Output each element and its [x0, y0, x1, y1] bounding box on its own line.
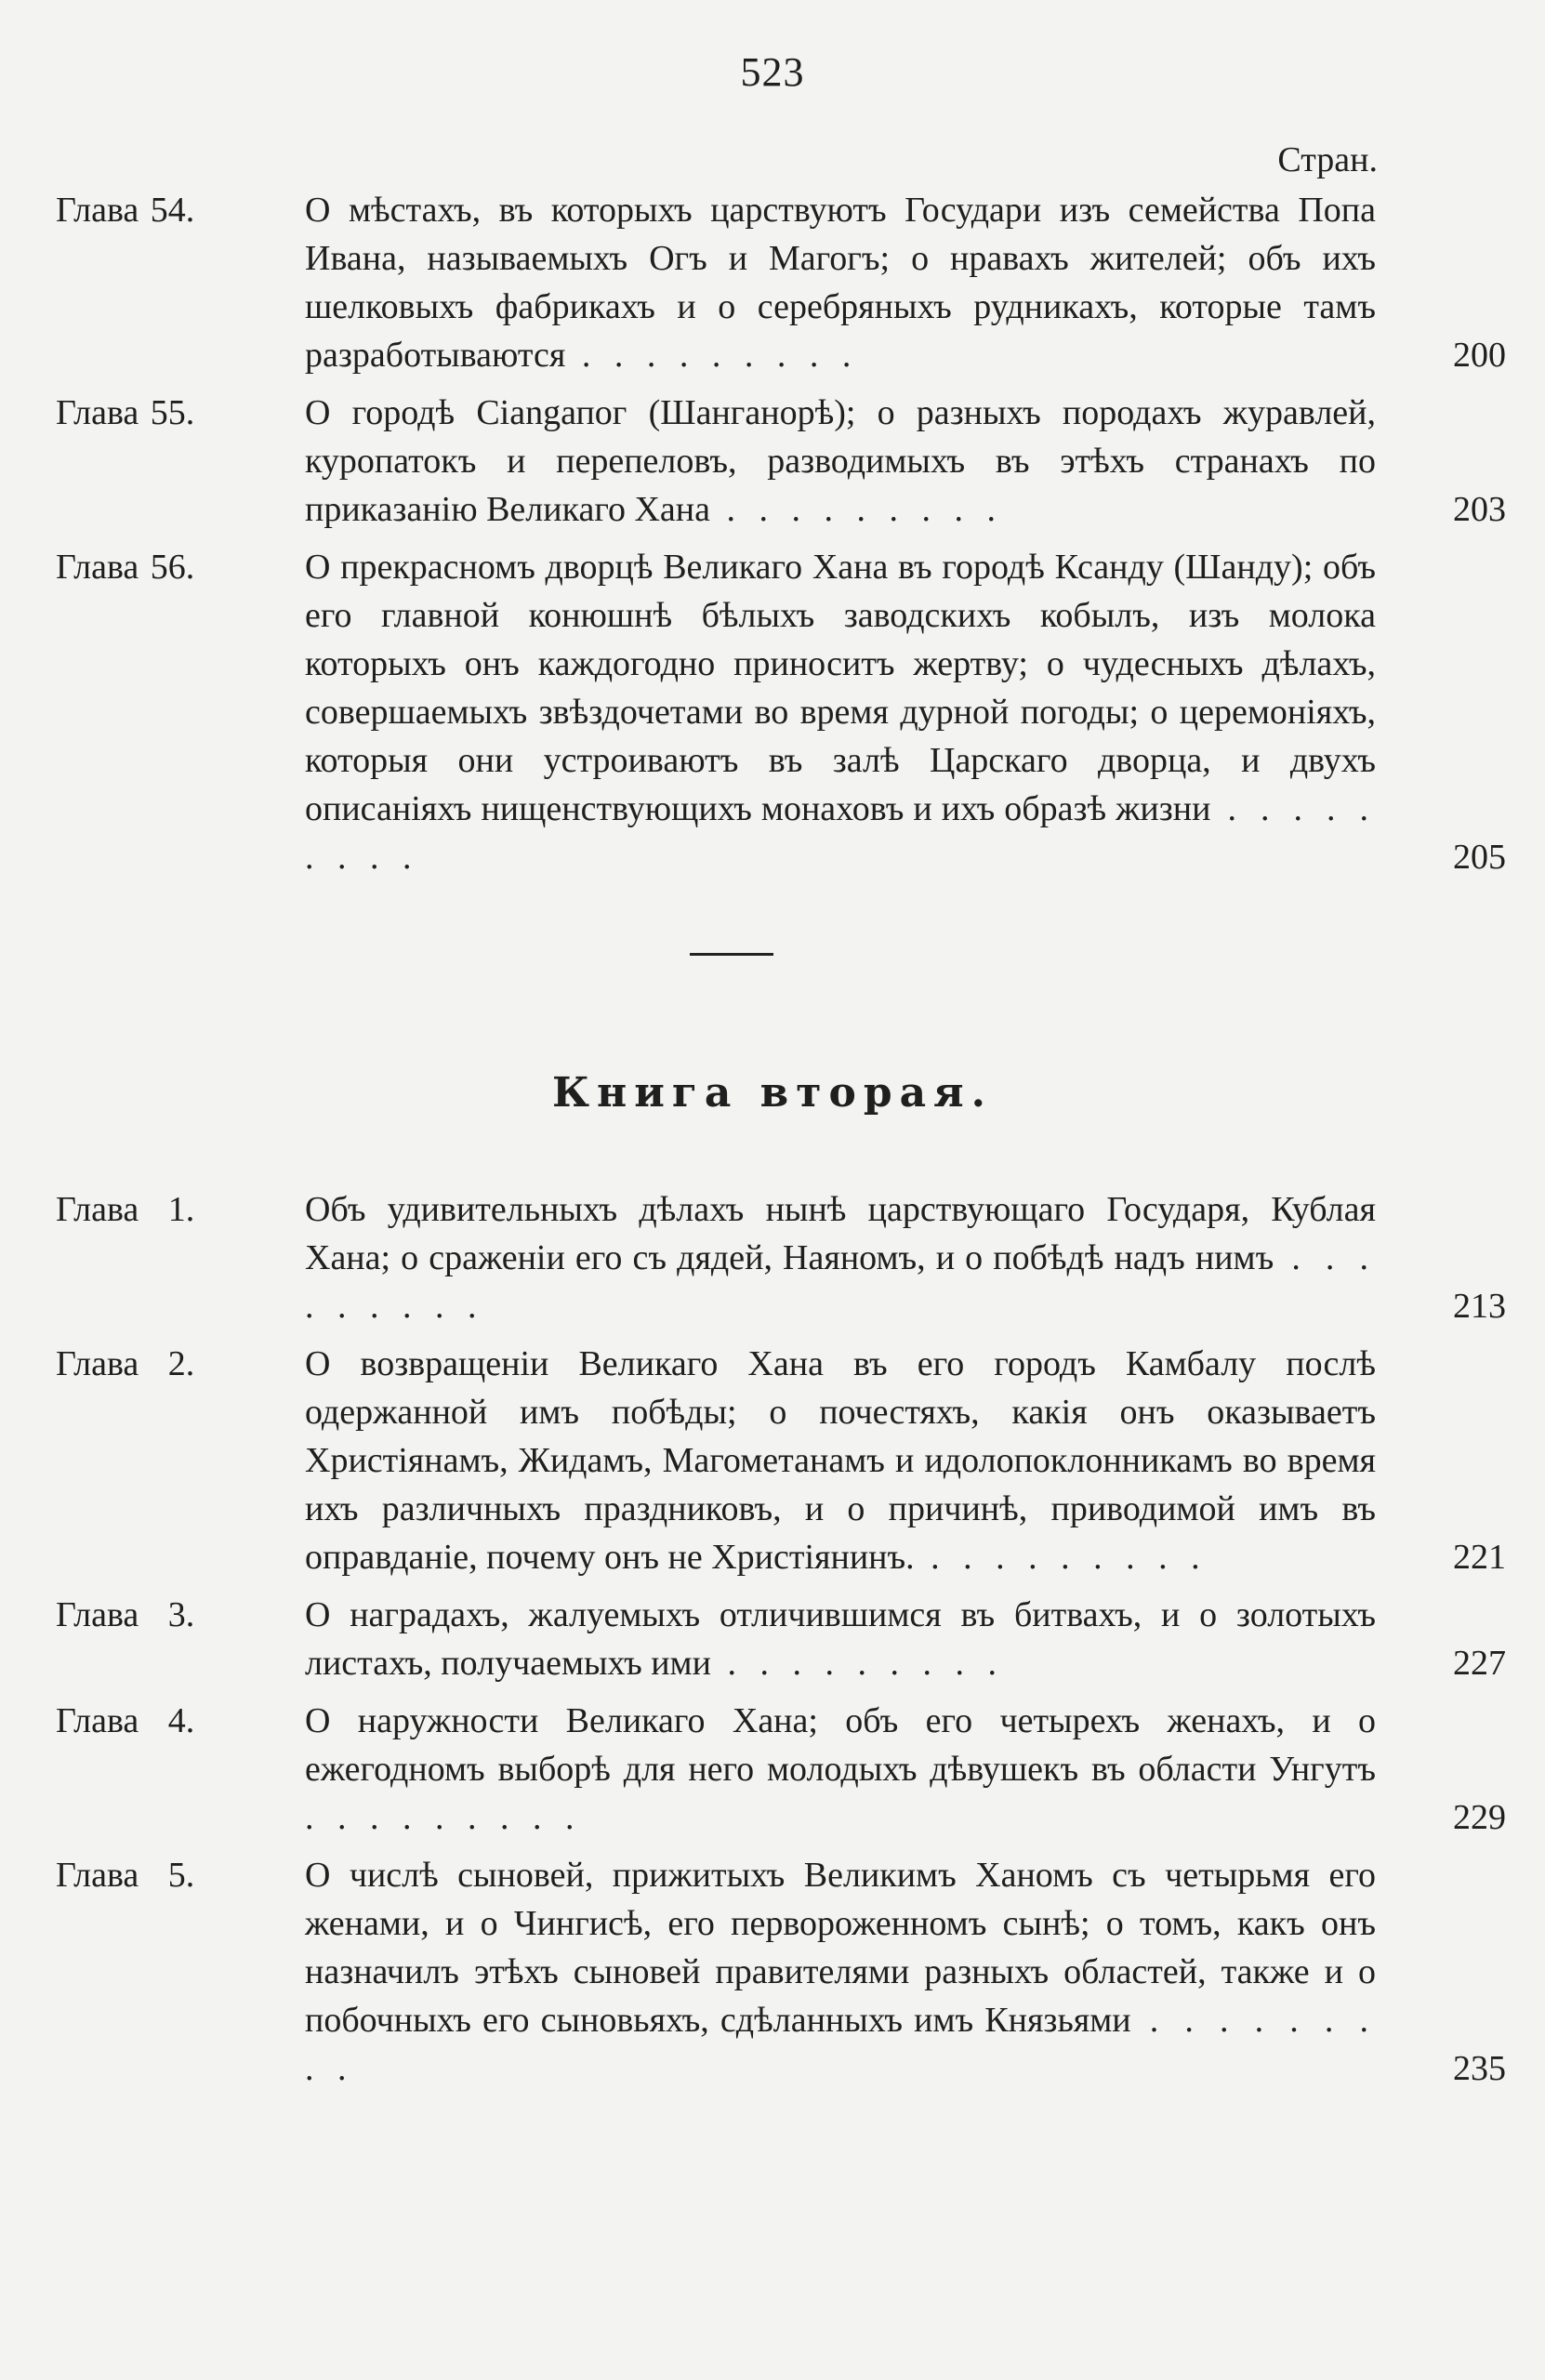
toc-entry: [0, 1185, 1545, 1330]
chapter-word: Глава: [56, 393, 139, 432]
dot-leaders: . . . . . . . . .: [565, 336, 859, 375]
page-reference: 227: [1453, 1644, 1506, 1683]
chapter-text: Объ удивительныхъ дѣлахъ нынѣ царствующаго Государя, Кублая Хана; о сраженіи его съ дядей, Наяномъ, и о побѣдѣ надъ нимъ: [305, 1190, 1376, 1277]
section-divider: [690, 953, 773, 956]
toc-entry: [0, 1697, 1545, 1842]
chapter-label: [56, 1697, 279, 1745]
chapter-number: 55.: [150, 393, 195, 432]
chapter-label: [56, 1340, 279, 1388]
chapter-word: Глава: [56, 1344, 139, 1383]
chapter-number: 56.: [150, 548, 195, 587]
chapter-description: [305, 1851, 1506, 2093]
page-reference: 235: [1453, 2049, 1506, 2088]
dot-leaders: . . . . . . . . .: [305, 2001, 1376, 2088]
chapter-text: О возвращеніи Великаго Хана въ его городъ Камбалу послѣ одержанной имъ побѣды; о почестяхъ, какія онъ оказываетъ Христіянамъ, Жидамъ, Магометанамъ и идолопоклонникамъ во время ихъ различныхъ праздниковъ, и о причинѣ, приводимой имъ въ оправданіе, почему онъ не Христіянинъ.: [305, 1344, 1376, 1577]
dot-leaders: . . . . . . . . .: [305, 1238, 1376, 1326]
chapter-description: [305, 1591, 1506, 1687]
page-reference: 200: [1453, 336, 1506, 375]
page-number: 523: [740, 49, 805, 95]
chapter-number: 2.: [167, 1344, 195, 1383]
chapter-word: Глава: [56, 1595, 139, 1634]
toc-section-book-one: [0, 186, 1545, 891]
chapter-description: [305, 1697, 1506, 1842]
toc-entry: [0, 186, 1545, 379]
dot-leaders: . . . . . . . . .: [305, 789, 1376, 877]
toc-entry: [0, 543, 1545, 881]
chapter-text: О числѣ сыновей, прижитыхъ Великимъ Ханомъ съ четырьмя его женами, и о Чингисѣ, его первороженномъ сынѣ; о томъ, какъ онъ назначилъ этѣхъ сыновей правителями разныхъ областей, также и о побочныхъ его сыновьяхъ, сдѣланныхъ имъ Князьями: [305, 1856, 1376, 2040]
page-column-header: Стран.: [1277, 140, 1378, 179]
chapter-description: [305, 1185, 1506, 1330]
page-reference: 205: [1453, 838, 1506, 877]
page-reference: 203: [1453, 490, 1506, 529]
chapter-number: 1.: [167, 1190, 195, 1229]
chapter-text: О мѣстахъ, въ которыхъ царствуютъ Государи изъ семейства Попа Ивана, называемыхъ Огъ и Магогъ; о нравахъ жителей; объ ихъ шелковыхъ фабрикахъ и о серебряныхъ рудникахъ, которые тамъ разработываются: [305, 191, 1376, 375]
page-reference: 213: [1453, 1287, 1506, 1326]
chapter-word: Глава: [56, 191, 139, 230]
chapter-word: Глава: [56, 548, 139, 587]
chapter-number: 4.: [167, 1701, 195, 1740]
dot-leaders: . . . . . . . . .: [914, 1538, 1208, 1577]
chapter-label: [56, 1185, 279, 1234]
chapter-word: Глава: [56, 1190, 139, 1229]
page-reference: 221: [1453, 1538, 1506, 1577]
chapter-text: О наградахъ, жалуемыхъ отличившимся въ битвахъ, и о золотыхъ листахъ, получаемыхъ ими: [305, 1595, 1376, 1683]
chapter-text: О городѣ Сіangапог (Шанганорѣ); о разныхъ породахъ журавлей, куропатокъ и перепеловъ, разводимыхъ въ этѣхъ странахъ по приказанію Великаго Хана: [305, 393, 1376, 529]
dot-leaders: . . . . . . . . .: [305, 1798, 582, 1837]
book-title: Книга вторая.: [552, 1069, 993, 1117]
toc-section-book-two: [0, 1185, 1545, 2102]
chapter-label: [56, 1591, 279, 1639]
page-reference: 229: [1453, 1798, 1506, 1837]
chapter-label: [56, 186, 279, 234]
toc-entry: [0, 389, 1545, 534]
toc-entry: [0, 1591, 1545, 1687]
chapter-number: 3.: [167, 1595, 195, 1634]
chapter-text: О наружности Великаго Хана; объ его четырехъ женахъ, и о ежегодномъ выборѣ для него молодыхъ дѣвушекъ въ области Унгутъ: [305, 1701, 1376, 1789]
chapter-text: О прекрасномъ дворцѣ Великаго Хана въ городѣ Ксанду (Шанду); объ его главной конюшнѣ бѣлыхъ заводскихъ кобылъ, изъ молока которыхъ онъ каждогодно приноситъ жертву; о чудесныхъ дѣлахъ, совершаемыхъ звѣздочетами во время дурной погоды; о церемоніяхъ, которыя они устроиваютъ въ залѣ Царскаго дворца, и двухъ описаніяхъ нищенствующихъ монаховъ и ихъ образѣ жизни: [305, 548, 1376, 828]
chapter-number: 54.: [150, 191, 195, 230]
toc-entry: [0, 1340, 1545, 1581]
chapter-description: [305, 543, 1506, 881]
chapter-description: [305, 389, 1506, 534]
toc-entry: [0, 1851, 1545, 2093]
dot-leaders: . . . . . . . . .: [710, 490, 1003, 529]
chapter-description: [305, 1340, 1506, 1581]
chapter-label: [56, 389, 279, 437]
chapter-label: [56, 543, 279, 591]
chapter-label: [56, 1851, 279, 1899]
chapter-word: Глава: [56, 1856, 139, 1895]
chapter-number: 5.: [167, 1856, 195, 1895]
chapter-description: [305, 186, 1506, 379]
chapter-word: Глава: [56, 1701, 139, 1740]
dot-leaders: . . . . . . . . .: [710, 1644, 1004, 1683]
